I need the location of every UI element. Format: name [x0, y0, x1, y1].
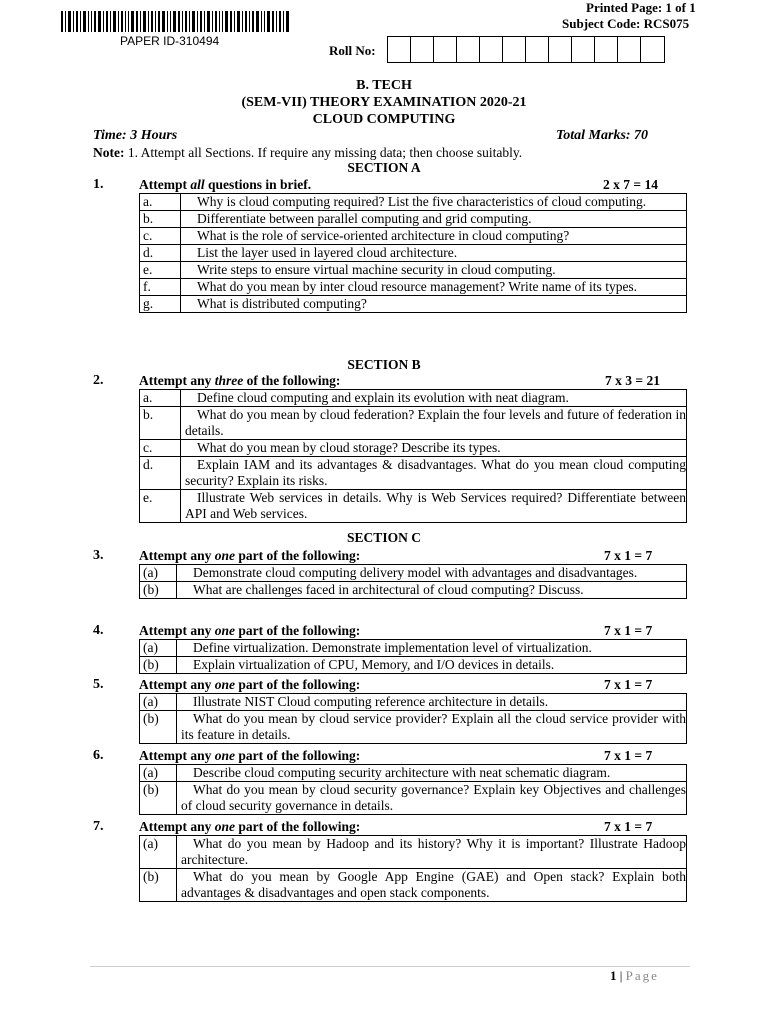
question-part-text: Explain virtualization of CPU, Memory, and I/O devices in details.	[177, 657, 687, 674]
question-table-3	[139, 564, 687, 599]
paper-id: PAPER ID-310494	[120, 34, 220, 48]
question-row	[140, 296, 687, 313]
question-number: 5.	[93, 677, 104, 692]
question-part-label: (b)	[140, 711, 177, 744]
question-marks: 7 x 1 = 7	[604, 548, 653, 563]
section-b-heading: SECTION B	[347, 357, 421, 372]
question-row	[140, 262, 687, 279]
question-table-6	[139, 764, 687, 815]
question-row	[140, 194, 687, 211]
question-part-label: (b)	[140, 657, 177, 674]
roll-digit-box[interactable]	[526, 37, 549, 62]
roll-digit-box[interactable]	[572, 37, 595, 62]
note-label: Note:	[93, 145, 125, 160]
roll-digit-box[interactable]	[434, 37, 457, 62]
question-part-text: What do you mean by cloud service provider? Explain all the cloud service provider with its feature in details.	[177, 711, 687, 744]
question-part-text: What are challenges faced in architectural of cloud computing? Discuss.	[177, 582, 687, 599]
question-marks: 7 x 3 = 21	[605, 373, 660, 388]
note	[93, 145, 522, 161]
question-part-text: What do you mean by inter cloud resource management? Write name of its types.	[181, 279, 687, 296]
question-part-text: What do you mean by Hadoop and its history? Why it is important? Illustrate Hadoop architecture.	[177, 836, 687, 869]
question-instruction: Attempt any one part of the following:	[139, 623, 361, 638]
question-part-text: Differentiate between parallel computing and grid computing.	[181, 211, 687, 228]
question-row	[140, 836, 687, 869]
question-row	[140, 640, 687, 657]
question-part-text: Define virtualization. Demonstrate implementation level of virtualization.	[177, 640, 687, 657]
question-row	[140, 390, 687, 407]
question-number: 7.	[93, 819, 104, 834]
course-title: CLOUD COMPUTING	[312, 112, 456, 127]
question-row	[140, 279, 687, 296]
roll-digit-box[interactable]	[480, 37, 503, 62]
question-row	[140, 490, 687, 523]
question-number: 6.	[93, 748, 104, 763]
question-part-text: Define cloud computing and explain its evolution with neat diagram.	[181, 390, 687, 407]
degree-title: B. TECH	[356, 78, 412, 93]
question-part-text: Explain IAM and its advantages & disadvantages. What do you mean cloud computing security? Explain its risks.	[181, 457, 687, 490]
question-row	[140, 440, 687, 457]
question-part-label: f.	[140, 279, 181, 296]
question-marks: 7 x 1 = 7	[604, 748, 653, 763]
question-row	[140, 407, 687, 440]
question-row	[140, 694, 687, 711]
question-row	[140, 869, 687, 902]
question-part-label: (a)	[140, 694, 177, 711]
question-row	[140, 765, 687, 782]
question-part-text: List the layer used in layered cloud architecture.	[181, 245, 687, 262]
question-part-label: d.	[140, 457, 181, 490]
roll-digit-box[interactable]	[457, 37, 480, 62]
question-part-text: Illustrate Web services in details. Why is Web Services required? Differentiate between API and Web services.	[181, 490, 687, 523]
question-instruction: Attempt any one part of the following:	[139, 548, 361, 563]
footer-divider	[90, 966, 690, 967]
roll-no-boxes[interactable]	[387, 36, 665, 63]
question-part-text: Why is cloud computing required? List the five characteristics of cloud computing.	[181, 194, 687, 211]
question-part-label: (a)	[140, 565, 177, 582]
question-instruction: Attempt any one part of the following:	[139, 819, 361, 834]
question-part-text: What is distributed computing?	[181, 296, 687, 313]
question-instruction: Attempt any one part of the following:	[139, 748, 361, 763]
exam-title: (SEM-VII) THEORY EXAMINATION 2020-21	[241, 95, 527, 110]
question-part-label: g.	[140, 296, 181, 313]
question-part-label: (a)	[140, 640, 177, 657]
question-part-text: What do you mean by cloud federation? Explain the four levels and future of federation in details.	[181, 407, 687, 440]
question-number: 3.	[93, 548, 104, 563]
subject-code: Subject Code: RCS075	[562, 16, 690, 31]
question-row	[140, 582, 687, 599]
question-part-text: Write steps to ensure virtual machine security in cloud computing.	[181, 262, 687, 279]
total-marks: Total Marks: 70	[556, 128, 649, 143]
question-part-label: b.	[140, 407, 181, 440]
question-part-label: c.	[140, 440, 181, 457]
question-part-text: What is the role of service-oriented architecture in cloud computing?	[181, 228, 687, 245]
question-table-4	[139, 639, 687, 674]
question-number: 4.	[93, 623, 104, 638]
question-marks: 2 x 7 = 14	[603, 177, 658, 192]
question-part-text: Demonstrate cloud computing delivery model with advantages and disadvantages.	[177, 565, 687, 582]
question-row	[140, 565, 687, 582]
section-c-heading: SECTION C	[347, 530, 421, 545]
question-row	[140, 657, 687, 674]
question-part-label: e.	[140, 490, 181, 523]
question-row	[140, 782, 687, 815]
section-a-heading: SECTION A	[347, 160, 421, 175]
question-row	[140, 245, 687, 262]
question-marks: 7 x 1 = 7	[604, 819, 653, 834]
question-part-label: (b)	[140, 582, 177, 599]
roll-no-label: Roll No:	[329, 43, 376, 58]
barcode-image	[61, 11, 289, 32]
roll-digit-box[interactable]	[503, 37, 526, 62]
printed-page: Printed Page: 1 of 1	[586, 0, 696, 15]
question-row	[140, 711, 687, 744]
question-table-1	[139, 193, 687, 313]
page-number: 1 | Page	[610, 968, 659, 983]
question-marks: 7 x 1 = 7	[604, 677, 653, 692]
question-row	[140, 457, 687, 490]
question-part-label: c.	[140, 228, 181, 245]
question-marks: 7 x 1 = 7	[604, 623, 653, 638]
question-part-label: (b)	[140, 782, 177, 815]
roll-digit-box[interactable]	[388, 37, 411, 62]
question-part-label: d.	[140, 245, 181, 262]
question-table-2	[139, 389, 687, 523]
note-text: 1. Attempt all Sections. If require any missing data; then choose suitably.	[127, 145, 523, 160]
roll-digit-box[interactable]	[641, 37, 664, 62]
question-part-label: b.	[140, 211, 181, 228]
question-part-label: a.	[140, 194, 181, 211]
question-row	[140, 211, 687, 228]
roll-digit-box[interactable]	[595, 37, 618, 62]
question-part-label: a.	[140, 390, 181, 407]
question-number: 1.	[93, 177, 104, 192]
time-allowed: Time: 3 Hours	[93, 128, 178, 143]
question-part-text: What do you mean by cloud storage? Describe its types.	[181, 440, 687, 457]
roll-digit-box[interactable]	[411, 37, 434, 62]
question-part-label: e.	[140, 262, 181, 279]
question-instruction: Attempt all questions in brief.	[139, 177, 312, 192]
question-part-label: (b)	[140, 869, 177, 902]
question-part-text: Illustrate NIST Cloud computing reference architecture in details.	[177, 694, 687, 711]
question-table-5	[139, 693, 687, 744]
question-table-7	[139, 835, 687, 902]
question-part-label: (a)	[140, 765, 177, 782]
question-part-text: What do you mean by Google App Engine (GAE) and Open stack? Explain both advantages & disadvantages and open stack components.	[177, 869, 687, 902]
roll-digit-box[interactable]	[549, 37, 572, 62]
roll-digit-box[interactable]	[618, 37, 641, 62]
question-instruction: Attempt any three of the following:	[139, 373, 341, 388]
question-part-text: Describe cloud computing security architecture with neat schematic diagram.	[177, 765, 687, 782]
question-part-text: What do you mean by cloud security governance? Explain key Objectives and challenges of cloud security governance in details.	[177, 782, 687, 815]
question-part-label: (a)	[140, 836, 177, 869]
question-instruction: Attempt any one part of the following:	[139, 677, 361, 692]
question-row	[140, 228, 687, 245]
question-number: 2.	[93, 373, 104, 388]
